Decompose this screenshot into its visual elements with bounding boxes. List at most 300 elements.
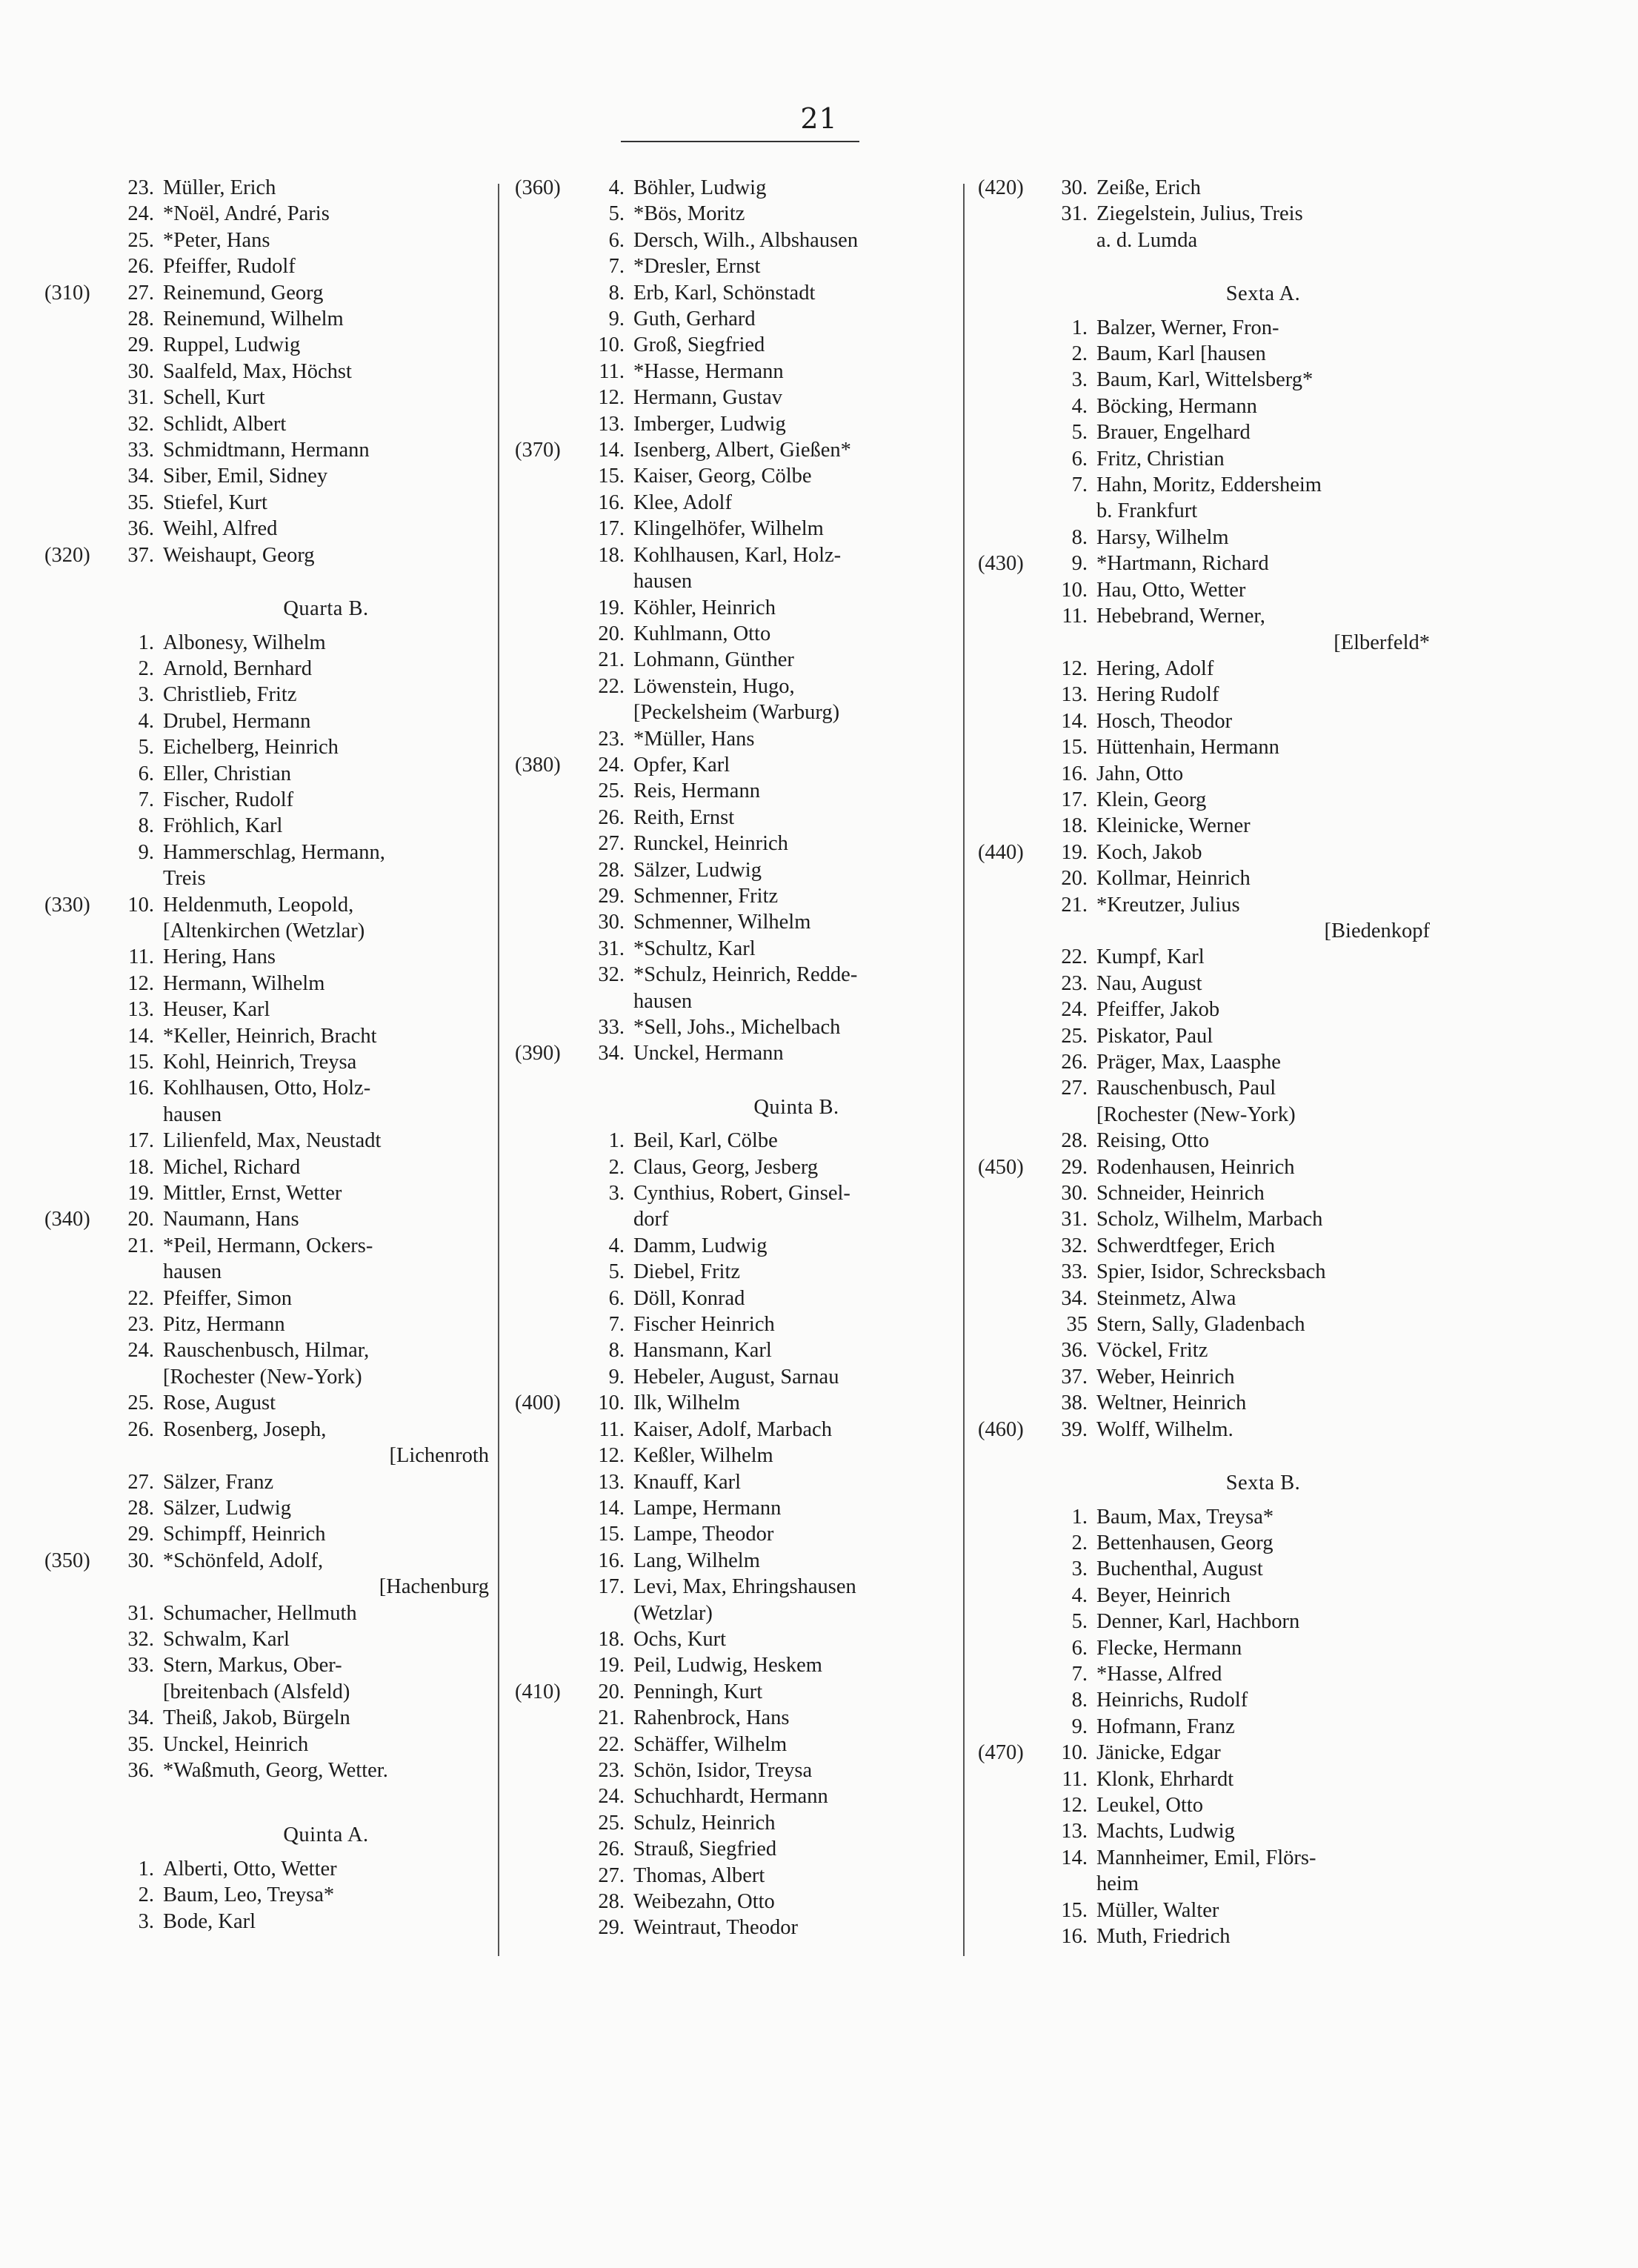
list-item xyxy=(44,708,489,734)
list-item xyxy=(44,1206,489,1232)
list-item xyxy=(515,542,959,568)
continuation-line: hausen xyxy=(633,570,693,593)
continuation-line: heim xyxy=(1096,1872,1139,1896)
entry-number: 29. xyxy=(127,1523,154,1546)
entry-number: 22. xyxy=(598,1732,625,1756)
student-name: Schwalm, Karl xyxy=(163,1627,290,1651)
student-name: Kumpf, Karl xyxy=(1096,945,1205,969)
continuation-line: [Peckelsheim (Warburg) xyxy=(633,701,840,725)
continuation-line: [Biedenkopf xyxy=(1324,919,1430,942)
entry-number: 4. xyxy=(1071,394,1088,418)
running-count: (440) xyxy=(978,840,1024,864)
list-item xyxy=(44,630,489,656)
continuation-line: hausen xyxy=(163,1260,222,1284)
list-item xyxy=(515,1443,959,1469)
running-count: (310) xyxy=(44,281,90,305)
entry-number: 27. xyxy=(598,832,625,856)
student-name: Heinrichs, Rudolf xyxy=(1096,1689,1248,1712)
continuation-line: hausen xyxy=(163,1103,222,1126)
student-name: Guth, Gerhard xyxy=(633,307,756,331)
list-item xyxy=(44,656,489,682)
list-item xyxy=(44,1732,489,1757)
student-name: *Noël, André, Paris xyxy=(163,202,330,226)
list-item xyxy=(515,1286,959,1311)
student-name: Fritz, Christian xyxy=(1096,447,1225,470)
list-item xyxy=(44,385,489,410)
student-name: Ruppel, Ludwig xyxy=(163,333,301,357)
list-item xyxy=(978,813,1430,839)
student-name: Hansmann, Karl xyxy=(633,1339,772,1363)
student-name: Schmenner, Fritz xyxy=(633,884,779,908)
student-name: Machts, Ludwig xyxy=(1096,1820,1235,1843)
entry-number: 21. xyxy=(598,1706,625,1730)
entry-number: 1. xyxy=(1071,1505,1088,1529)
student-name: Lampe, Theodor xyxy=(633,1523,774,1546)
entry-number: 1. xyxy=(138,631,154,654)
list-item xyxy=(44,280,489,306)
entry-number: 17. xyxy=(598,517,625,541)
entry-number: 28. xyxy=(598,1890,625,1913)
student-name: Rauschenbusch, Paul xyxy=(1096,1077,1276,1100)
list-item xyxy=(515,1574,959,1600)
list-item xyxy=(44,516,489,542)
student-name: Pfeiffer, Rudolf xyxy=(163,255,296,279)
entry-number: 3. xyxy=(1071,368,1088,392)
entry-number: 12. xyxy=(598,386,625,410)
student-name: *Peil, Hermann, Ockers- xyxy=(163,1234,373,1257)
list-item xyxy=(44,359,489,385)
entry-number: 35. xyxy=(127,490,154,514)
entry-number: 6. xyxy=(608,1286,625,1310)
student-name: Hermann, Gustav xyxy=(633,386,783,410)
student-name: Ochs, Kurt xyxy=(633,1627,727,1651)
list-item xyxy=(978,393,1430,419)
entry-number: 2. xyxy=(138,1883,154,1907)
list-item xyxy=(44,175,489,201)
list-item xyxy=(515,805,959,831)
student-name: Bettenhausen, Georg xyxy=(1096,1531,1274,1554)
entry-number: 13. xyxy=(1061,1820,1088,1843)
student-name: Sälzer, Ludwig xyxy=(163,1496,291,1520)
list-item xyxy=(515,1311,959,1337)
student-name: Reinemund, Georg xyxy=(163,281,324,305)
list-item xyxy=(515,253,959,279)
list-item xyxy=(515,1469,959,1495)
entry-number: 15. xyxy=(1061,1898,1088,1922)
entry-number: 8. xyxy=(138,814,154,838)
student-name: Müller, Erich xyxy=(163,176,276,199)
entry-number: 6. xyxy=(1071,1636,1088,1660)
entry-number: 30. xyxy=(1061,176,1088,199)
student-name: Rauschenbusch, Hilmar, xyxy=(163,1339,370,1363)
entry-number: 24. xyxy=(127,1339,154,1363)
student-name: Levi, Max, Ehringshausen xyxy=(633,1575,856,1599)
student-name: Penningh, Kurt xyxy=(633,1680,763,1703)
header-rule xyxy=(621,141,859,142)
list-item xyxy=(44,839,489,865)
list-item xyxy=(515,1180,959,1206)
entry-number: 23. xyxy=(127,1313,154,1337)
entry-number: 8. xyxy=(1071,1689,1088,1712)
entry-number: 18. xyxy=(598,1627,625,1651)
list-item xyxy=(515,1889,959,1915)
student-name: Hau, Otto, Wetter xyxy=(1096,578,1246,602)
continuation-line: [Rochester (New-York) xyxy=(1096,1103,1296,1126)
list-item xyxy=(978,997,1430,1022)
list-item xyxy=(515,647,959,673)
entry-number: 9. xyxy=(608,307,625,331)
list-item xyxy=(978,175,1430,201)
list-item xyxy=(44,201,489,227)
list-item xyxy=(978,734,1430,760)
entry-number: 20. xyxy=(598,622,625,645)
entry-number: 2. xyxy=(138,656,154,680)
student-name: Saalfeld, Max, Höchst xyxy=(163,359,352,383)
section-heading: Sexta B. xyxy=(1225,1471,1301,1495)
entry-number: 36. xyxy=(127,517,154,541)
entry-number: 34. xyxy=(598,1042,625,1065)
student-name: Fröhlich, Karl xyxy=(163,814,283,838)
entry-number: 24. xyxy=(1061,998,1088,1022)
student-name: Schmidtmann, Hermann xyxy=(163,439,370,462)
entry-number: 3. xyxy=(608,1182,625,1206)
entry-number: 23. xyxy=(127,176,154,199)
list-item xyxy=(515,1495,959,1521)
student-name: Imberger, Ludwig xyxy=(633,412,786,436)
entry-number: 10. xyxy=(1061,578,1088,602)
list-item xyxy=(978,1792,1430,1818)
list-item xyxy=(44,1757,489,1783)
entry-number: 31. xyxy=(127,1601,154,1625)
list-item xyxy=(44,1652,489,1678)
student-name: Lampe, Hermann xyxy=(633,1496,782,1520)
entry-number: 13. xyxy=(598,1470,625,1494)
student-name: Schön, Isidor, Treysa xyxy=(633,1758,813,1782)
list-item xyxy=(978,1154,1430,1180)
list-item xyxy=(515,1390,959,1416)
student-name: Mannheimer, Emil, Flörs- xyxy=(1096,1846,1316,1869)
student-name: Brauer, Engelhard xyxy=(1096,421,1251,445)
student-name: Schulz, Heinrich xyxy=(633,1811,776,1835)
list-item xyxy=(44,1705,489,1731)
list-item xyxy=(515,1652,959,1678)
entry-number: 5. xyxy=(1071,1610,1088,1634)
student-name: Bode, Karl xyxy=(163,1909,256,1933)
entry-number: 31. xyxy=(598,937,625,960)
list-item xyxy=(515,1679,959,1705)
list-item xyxy=(978,1504,1430,1530)
list-item xyxy=(515,726,959,752)
entry-number: 37. xyxy=(127,543,154,567)
list-item xyxy=(515,411,959,437)
entry-number: 18. xyxy=(598,543,625,567)
running-count: (360) xyxy=(515,176,561,199)
list-item xyxy=(978,446,1430,472)
column-3 xyxy=(978,175,1430,1949)
student-name: Jänicke, Edgar xyxy=(1096,1741,1221,1765)
student-name: Kohlhausen, Karl, Holz- xyxy=(633,543,842,567)
student-name: Weintraut, Theodor xyxy=(633,1916,798,1940)
continuation-line: hausen xyxy=(633,989,693,1013)
student-name: Baum, Max, Treysa* xyxy=(1096,1505,1274,1529)
list-item xyxy=(978,1530,1430,1556)
student-name: *Hasse, Alfred xyxy=(1096,1662,1222,1686)
entry-number: 11. xyxy=(599,359,625,383)
entry-number: 14. xyxy=(127,1024,154,1048)
student-name: Arnold, Bernhard xyxy=(163,656,313,680)
list-item xyxy=(515,385,959,410)
student-name: Wolff, Wilhelm. xyxy=(1096,1417,1234,1441)
student-name: Kaiser, Adolf, Marbach xyxy=(633,1417,832,1441)
list-item xyxy=(44,892,489,918)
student-name: Mittler, Ernst, Wetter xyxy=(163,1182,342,1206)
list-item xyxy=(515,831,959,857)
list-item xyxy=(44,813,489,839)
list-item xyxy=(515,1626,959,1652)
entry-number: 29. xyxy=(598,884,625,908)
student-name: Sälzer, Franz xyxy=(163,1470,274,1494)
entry-number: 4. xyxy=(1071,1583,1088,1607)
list-item xyxy=(515,175,959,201)
student-name: Weber, Heinrich xyxy=(1096,1365,1235,1389)
entry-number: 38. xyxy=(1061,1391,1088,1415)
list-item xyxy=(44,971,489,997)
list-item xyxy=(978,367,1430,393)
running-count: (430) xyxy=(978,552,1024,576)
entry-number: 17. xyxy=(598,1575,625,1599)
student-name: Baum, Karl [hausen xyxy=(1096,342,1266,366)
list-item xyxy=(515,621,959,647)
running-count: (320) xyxy=(44,543,90,567)
running-count: (470) xyxy=(978,1741,1024,1765)
student-name: Pfeiffer, Jakob xyxy=(1096,998,1220,1022)
entry-number: 32. xyxy=(127,412,154,436)
entry-number: 10. xyxy=(598,1391,625,1415)
entry-number: 19. xyxy=(598,596,625,619)
entry-number: 11. xyxy=(599,1417,625,1441)
student-name: Spier, Isidor, Schrecksbach xyxy=(1096,1260,1326,1284)
student-name: *Hasse, Hermann xyxy=(633,359,784,383)
student-name: Stiefel, Kurt xyxy=(163,490,267,514)
entry-number: 10. xyxy=(127,893,154,917)
list-item xyxy=(978,787,1430,813)
entry-number: 17. xyxy=(127,1129,154,1153)
student-name: Hüttenhain, Hermann xyxy=(1096,736,1279,759)
student-name: Eller, Christian xyxy=(163,762,291,785)
student-name: Schäffer, Wilhelm xyxy=(633,1732,788,1756)
student-name: Hosch, Theodor xyxy=(1096,709,1233,733)
entry-number: 32. xyxy=(598,963,625,987)
entry-number: 7. xyxy=(1071,473,1088,497)
list-item xyxy=(978,1259,1430,1285)
entry-number: 21. xyxy=(127,1234,154,1257)
list-item xyxy=(978,1286,1430,1311)
entry-number: 5. xyxy=(138,736,154,759)
entry-number: 7. xyxy=(1071,1662,1088,1686)
list-item xyxy=(515,1233,959,1259)
list-item xyxy=(978,525,1430,551)
list-item xyxy=(515,1337,959,1363)
entry-number: 31. xyxy=(127,386,154,410)
student-name: Schwerdtfeger, Erich xyxy=(1096,1234,1275,1257)
list-item xyxy=(978,1714,1430,1740)
list-item xyxy=(44,1154,489,1180)
column-2 xyxy=(515,175,959,1941)
student-name: Döll, Konrad xyxy=(633,1286,745,1310)
list-item xyxy=(515,1548,959,1574)
list-item xyxy=(44,1337,489,1363)
list-item xyxy=(44,1469,489,1495)
student-name: Müller, Walter xyxy=(1096,1898,1219,1922)
entry-number: 14. xyxy=(598,439,625,462)
entry-number: 35. xyxy=(127,1732,154,1756)
entry-number: 28. xyxy=(127,1496,154,1520)
entry-number: 10. xyxy=(1061,1741,1088,1765)
continuation-line: [Rochester (New-York) xyxy=(163,1365,362,1389)
student-name: Ziegelstein, Julius, Treis xyxy=(1096,202,1303,226)
entry-number: 11. xyxy=(1062,1767,1088,1791)
entry-number: 21. xyxy=(598,648,625,672)
entry-number: 15. xyxy=(127,1051,154,1074)
student-name: Harsy, Wilhelm xyxy=(1096,525,1229,549)
list-item xyxy=(515,1014,959,1040)
list-item xyxy=(44,1626,489,1652)
list-item xyxy=(44,1233,489,1259)
list-item xyxy=(978,341,1430,367)
page-number: 21 xyxy=(800,102,838,135)
student-name: Weihl, Alfred xyxy=(163,517,278,541)
student-name: Hofmann, Franz xyxy=(1096,1715,1235,1738)
list-item xyxy=(44,437,489,463)
list-item xyxy=(515,227,959,253)
list-item xyxy=(44,542,489,568)
entry-number: 24. xyxy=(598,753,625,776)
entry-number: 23. xyxy=(598,727,625,751)
entry-number: 31. xyxy=(1061,202,1088,226)
entry-number: 15. xyxy=(598,465,625,488)
list-item xyxy=(515,857,959,883)
list-item xyxy=(515,1521,959,1547)
list-item xyxy=(978,1311,1430,1337)
student-name: Hahn, Moritz, Eddersheim xyxy=(1096,473,1322,497)
student-name: *Waßmuth, Georg, Wetter. xyxy=(163,1758,388,1782)
entry-number: 25. xyxy=(127,228,154,252)
entry-number: 33. xyxy=(127,1654,154,1677)
student-name: Ilk, Wilhelm xyxy=(633,1391,740,1415)
list-item xyxy=(44,997,489,1022)
student-name: Schmenner, Wilhelm xyxy=(633,911,811,934)
student-name: Eichelberg, Heinrich xyxy=(163,736,339,759)
entry-number: 8. xyxy=(1071,525,1088,549)
student-name: Klein, Georg xyxy=(1096,788,1207,811)
list-item xyxy=(978,865,1430,891)
student-name: Hebebrand, Werner, xyxy=(1096,605,1265,628)
student-name: Fischer Heinrich xyxy=(633,1313,775,1337)
student-name: Klingelhöfer, Wilhelm xyxy=(633,517,824,541)
list-item xyxy=(44,1600,489,1626)
list-item xyxy=(515,962,959,988)
student-name: Erb, Karl, Schönstadt xyxy=(633,281,816,305)
column-divider-2 xyxy=(963,184,965,1956)
list-item xyxy=(978,1845,1430,1871)
entry-number: 12. xyxy=(127,971,154,995)
list-item xyxy=(978,1233,1430,1259)
student-name: Schuchhardt, Hermann xyxy=(633,1785,828,1809)
student-name: Opfer, Karl xyxy=(633,753,730,776)
list-item xyxy=(515,1915,959,1941)
section-heading: Quinta A. xyxy=(283,1823,369,1847)
student-name: Hebeler, August, Sarnau xyxy=(633,1365,839,1389)
entry-number: 13. xyxy=(127,998,154,1022)
entry-number: 20. xyxy=(127,1208,154,1231)
entry-number: 15. xyxy=(1061,736,1088,759)
entry-number: 31. xyxy=(1061,1208,1088,1231)
list-item xyxy=(978,1023,1430,1049)
entry-number: 2. xyxy=(608,1155,625,1179)
list-item xyxy=(515,1364,959,1390)
section-heading: Quinta B. xyxy=(753,1095,839,1119)
running-count: (400) xyxy=(515,1391,561,1415)
student-name: Kaiser, Georg, Cölbe xyxy=(633,465,812,488)
entry-number: 1. xyxy=(608,1129,625,1153)
entry-number: 26. xyxy=(598,805,625,829)
student-name: *Peter, Hans xyxy=(163,228,270,252)
student-name: Zeiße, Erich xyxy=(1096,176,1201,199)
student-name: Muth, Friedrich xyxy=(1096,1925,1231,1948)
list-item xyxy=(44,1521,489,1547)
list-item xyxy=(44,253,489,279)
student-name: *Bös, Moritz xyxy=(633,202,745,226)
entry-number: 9. xyxy=(608,1365,625,1389)
entry-number: 30. xyxy=(598,911,625,934)
entry-number: 26. xyxy=(598,1838,625,1861)
list-item xyxy=(978,201,1430,227)
entry-number: 14. xyxy=(598,1496,625,1520)
entry-number: 25. xyxy=(598,1811,625,1835)
list-item xyxy=(44,1049,489,1075)
student-name: Nau, August xyxy=(1096,971,1202,995)
continuation-line: dorf xyxy=(633,1208,669,1231)
student-name: Lilienfeld, Max, Neustadt xyxy=(163,1129,382,1153)
list-item xyxy=(978,682,1430,708)
list-item xyxy=(978,1923,1430,1949)
student-name: Drubel, Hermann xyxy=(163,709,311,733)
entry-number: 28. xyxy=(127,307,154,331)
list-item xyxy=(44,1075,489,1101)
list-item xyxy=(515,1040,959,1066)
student-name: Beil, Karl, Cölbe xyxy=(633,1129,778,1153)
student-name: Diebel, Fritz xyxy=(633,1260,741,1284)
entry-number: 34. xyxy=(127,465,154,488)
entry-number: 6. xyxy=(1071,447,1088,470)
list-item xyxy=(515,1417,959,1443)
student-name: *Dresler, Ernst xyxy=(633,255,761,279)
list-item xyxy=(44,761,489,787)
student-name: Böcking, Hermann xyxy=(1096,394,1257,418)
list-item xyxy=(978,708,1430,734)
student-name: Reising, Otto xyxy=(1096,1129,1210,1153)
student-name: Rose, August xyxy=(163,1391,276,1415)
entry-number: 15. xyxy=(598,1523,625,1546)
student-name: Rodenhausen, Heinrich xyxy=(1096,1155,1295,1179)
entry-number: 29. xyxy=(127,333,154,357)
entry-number: 3. xyxy=(1071,1557,1088,1581)
entry-number: 37. xyxy=(1061,1365,1088,1389)
entry-number: 8. xyxy=(608,281,625,305)
entry-number: 39. xyxy=(1061,1417,1088,1441)
student-name: Steinmetz, Alwa xyxy=(1096,1286,1236,1310)
entry-number: 6. xyxy=(608,228,625,252)
